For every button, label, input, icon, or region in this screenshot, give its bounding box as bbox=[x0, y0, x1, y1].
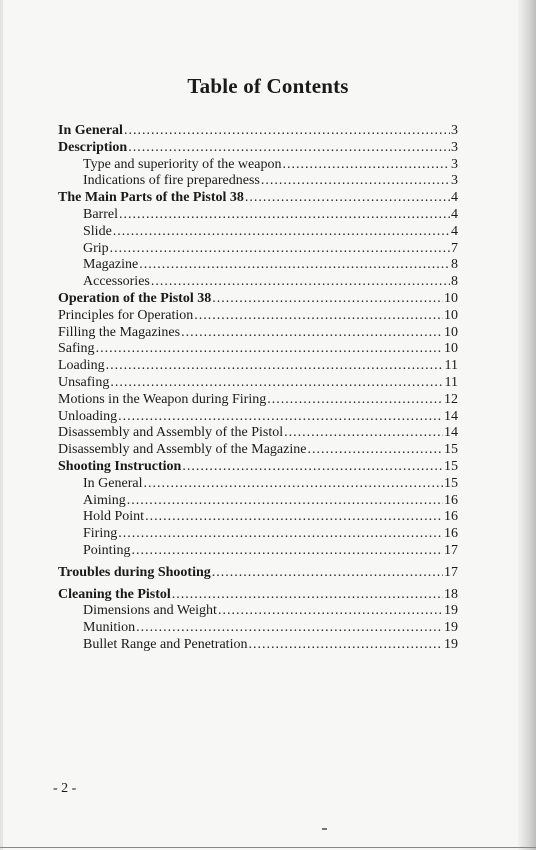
dot-leader bbox=[96, 341, 443, 358]
toc-entry-page: 17 bbox=[444, 542, 458, 558]
toc-entry-page: 10 bbox=[444, 307, 458, 323]
dot-leader bbox=[110, 375, 443, 392]
toc-entry-title: Safing bbox=[58, 341, 95, 357]
toc-entry-title: Disassembly and Assembly of the Pistol bbox=[58, 425, 284, 441]
toc-entry-title: Slide bbox=[83, 223, 112, 239]
dot-leader bbox=[172, 587, 443, 604]
toc-entry-title: Description bbox=[58, 139, 128, 155]
toc-entry-page: 16 bbox=[444, 509, 458, 525]
toc-entry-title: In General bbox=[58, 123, 123, 138]
toc-entry-title: Unloading bbox=[58, 408, 118, 424]
page-left-edge bbox=[0, 0, 3, 850]
toc-entry-title: Aiming bbox=[83, 492, 126, 508]
toc-entry bbox=[58, 637, 458, 654]
toc-entry-title: Motions in the Weapon during Firing bbox=[58, 391, 267, 407]
toc-entry bbox=[58, 509, 458, 526]
toc-entry bbox=[58, 341, 458, 358]
toc-entry bbox=[58, 257, 458, 274]
toc-entry-page: 14 bbox=[444, 408, 458, 424]
toc-entry-page: 15 bbox=[444, 442, 458, 458]
dot-leader bbox=[248, 637, 443, 654]
dot-leader bbox=[182, 459, 443, 476]
toc-entry-title: Unsafing bbox=[58, 374, 110, 390]
toc-entry-title: Accessories bbox=[83, 274, 150, 290]
toc-entry bbox=[58, 459, 458, 476]
toc-entry-title: Pointing bbox=[83, 542, 131, 558]
toc-entry-page: 8 bbox=[451, 257, 458, 273]
toc-entry-title: Firing bbox=[83, 526, 118, 542]
toc-entry bbox=[58, 476, 458, 493]
toc-entry-title: In General bbox=[83, 475, 143, 491]
dot-leader bbox=[118, 526, 443, 543]
toc-entry bbox=[58, 543, 458, 560]
toc-entry bbox=[58, 620, 458, 637]
toc-entry-page: 19 bbox=[444, 636, 458, 652]
dot-leader bbox=[194, 308, 443, 325]
page-title: Table of Contents bbox=[187, 74, 349, 98]
toc-entry bbox=[58, 157, 458, 174]
toc-entry-title: Filling the Magazines bbox=[58, 324, 181, 340]
toc-entry-page: 10 bbox=[444, 324, 458, 340]
toc-entry-title: Dimensions and Weight bbox=[83, 603, 217, 619]
toc-entry-title: Disassembly and Assembly of the Magazine bbox=[58, 442, 307, 458]
dot-leader bbox=[181, 325, 443, 342]
dot-leader bbox=[212, 291, 443, 308]
toc-entry bbox=[58, 425, 458, 442]
toc-entry bbox=[58, 190, 458, 207]
dot-leader bbox=[261, 173, 450, 190]
toc-entry bbox=[58, 207, 458, 224]
dot-leader bbox=[131, 543, 443, 560]
dot-leader bbox=[282, 157, 450, 174]
toc-entry-page: 3 bbox=[451, 123, 458, 138]
dot-leader bbox=[124, 123, 450, 140]
toc-entry-page: 3 bbox=[451, 156, 458, 172]
scan-speck bbox=[322, 828, 327, 830]
dot-leader bbox=[110, 241, 450, 258]
toc-entry bbox=[58, 409, 458, 426]
toc-entry bbox=[58, 358, 458, 375]
page-number: - 2 - bbox=[53, 781, 77, 796]
dot-leader bbox=[139, 257, 450, 274]
toc-entry bbox=[58, 241, 458, 258]
toc-entry-title: Magazine bbox=[83, 257, 139, 273]
page-bottom-edge bbox=[0, 847, 536, 848]
toc-entry-page: 4 bbox=[451, 190, 458, 206]
dot-leader bbox=[212, 565, 443, 582]
toc-entry-page: 19 bbox=[444, 620, 458, 636]
toc-entry-page: 11 bbox=[444, 374, 458, 390]
dot-leader bbox=[145, 509, 443, 526]
toc-entry-title: Principles for Operation bbox=[58, 307, 194, 323]
toc-entry bbox=[58, 442, 458, 459]
dot-leader bbox=[143, 476, 443, 493]
toc-entry-page: 14 bbox=[444, 425, 458, 441]
table-of-contents bbox=[58, 123, 458, 654]
dot-leader bbox=[128, 140, 450, 157]
dot-leader bbox=[136, 620, 443, 637]
dot-leader bbox=[127, 493, 443, 510]
dot-leader bbox=[119, 207, 450, 224]
toc-entry bbox=[58, 587, 458, 604]
toc-entry-page: 8 bbox=[451, 274, 458, 290]
toc-entry-page: 3 bbox=[451, 139, 458, 155]
dot-leader bbox=[218, 603, 443, 620]
toc-entry bbox=[58, 325, 458, 342]
toc-entry-title: Grip bbox=[83, 240, 109, 256]
dot-leader bbox=[284, 425, 443, 442]
dot-leader bbox=[307, 442, 443, 459]
dot-leader bbox=[267, 392, 443, 409]
toc-entry-page: 10 bbox=[444, 341, 458, 357]
toc-entry-title: Bullet Range and Penetration bbox=[83, 636, 248, 652]
toc-entry-page: 7 bbox=[451, 240, 458, 256]
toc-entry-page: 16 bbox=[444, 526, 458, 542]
toc-entry-title: Loading bbox=[58, 358, 105, 374]
toc-entry-page: 15 bbox=[444, 475, 458, 491]
toc-entry bbox=[58, 123, 458, 140]
toc-entry bbox=[58, 603, 458, 620]
toc-entry-page: 18 bbox=[444, 586, 458, 602]
dot-leader bbox=[151, 274, 450, 291]
toc-entry-title: Munition bbox=[83, 620, 136, 636]
toc-entry-page: 12 bbox=[444, 391, 458, 407]
toc-entry bbox=[58, 392, 458, 409]
toc-entry-title: Troubles during Shooting bbox=[58, 564, 211, 580]
dot-leader bbox=[106, 358, 444, 375]
toc-entry-page: 3 bbox=[451, 173, 458, 189]
toc-entry-title: Cleaning the Pistol bbox=[58, 586, 171, 602]
dot-leader bbox=[113, 224, 450, 241]
toc-entry bbox=[58, 291, 458, 308]
toc-entry-title: The Main Parts of the Pistol 38 bbox=[58, 190, 244, 206]
toc-entry-title: Operation of the Pistol 38 bbox=[58, 290, 212, 306]
toc-entry-title: Shooting Instruction bbox=[58, 458, 182, 474]
toc-entry-page: 10 bbox=[444, 290, 458, 306]
dot-leader bbox=[245, 190, 450, 207]
dot-leader bbox=[118, 409, 443, 426]
toc-entry-page: 4 bbox=[451, 223, 458, 239]
toc-entry-page: 11 bbox=[444, 358, 458, 374]
toc-entry-page: 16 bbox=[444, 492, 458, 508]
toc-entry-page: 17 bbox=[444, 564, 458, 580]
toc-entry bbox=[58, 308, 458, 325]
toc-entry bbox=[58, 274, 458, 291]
toc-entry-title: Hold Point bbox=[83, 509, 145, 525]
page-binding-shadow bbox=[518, 0, 536, 850]
toc-entry-title: Barrel bbox=[83, 206, 118, 222]
toc-entry-title: Type and superiority of the weapon bbox=[83, 156, 282, 172]
toc-entry bbox=[58, 375, 458, 392]
toc-entry-page: 19 bbox=[444, 603, 458, 619]
toc-entry-page: 15 bbox=[444, 458, 458, 474]
toc-entry bbox=[58, 526, 458, 543]
toc-entry bbox=[58, 565, 458, 582]
toc-entry bbox=[58, 173, 458, 190]
toc-entry-page: 4 bbox=[451, 206, 458, 222]
toc-entry bbox=[58, 493, 458, 510]
toc-entry-title: Indications of fire preparedness bbox=[83, 173, 260, 189]
toc-entry bbox=[58, 224, 458, 241]
toc-entry bbox=[58, 140, 458, 157]
